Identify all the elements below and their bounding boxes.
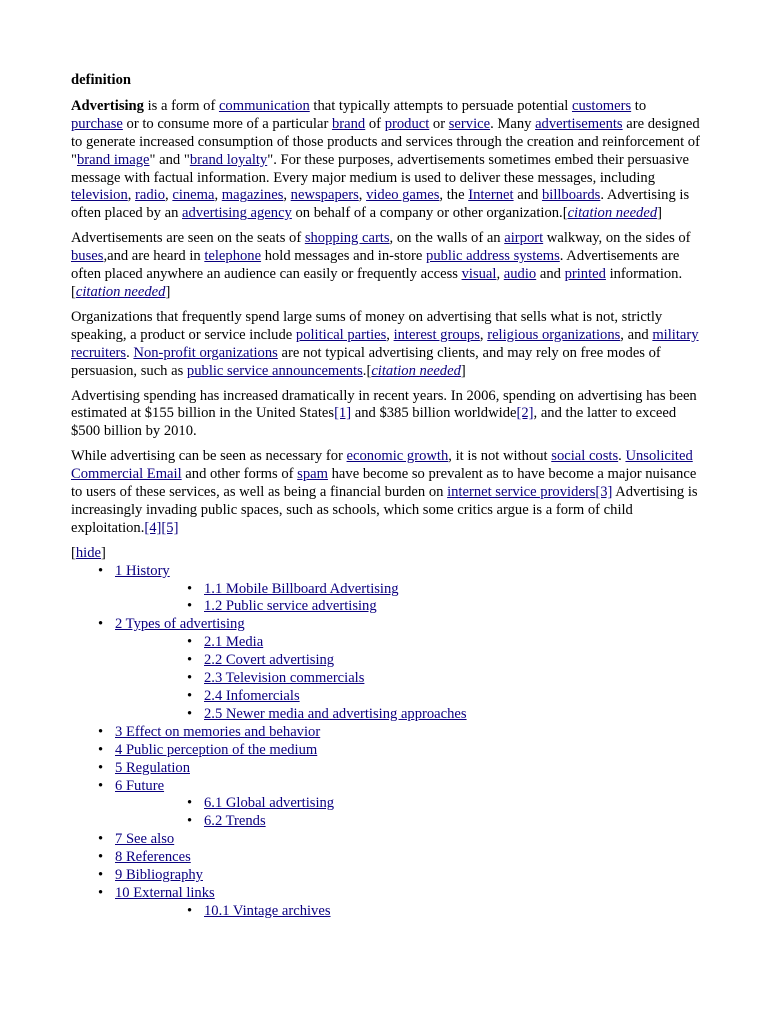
article-link[interactable]: purchase <box>71 115 123 132</box>
toc-link[interactable]: 8 References <box>115 849 191 866</box>
table-of-contents <box>71 545 701 921</box>
toc-subitem <box>115 652 701 670</box>
paragraph <box>71 388 701 442</box>
toc-subitem <box>115 813 701 831</box>
article-link[interactable]: social costs <box>551 448 619 465</box>
toc-sublink[interactable]: 2.2 Covert advertising <box>204 652 335 669</box>
article-link[interactable]: public service announcements <box>186 362 363 379</box>
toc-sublink[interactable]: 2.1 Media <box>204 634 264 651</box>
toc-sublist <box>115 634 701 724</box>
text-run: ] <box>657 205 662 222</box>
article-link[interactable]: billboards <box>541 187 601 204</box>
article-link[interactable]: television <box>71 187 128 204</box>
article-link[interactable]: brand image <box>76 151 150 168</box>
article-link[interactable]: [5] <box>161 519 179 536</box>
text-run: , <box>496 266 504 283</box>
article-link[interactable]: Non-profit organizations <box>133 344 278 361</box>
toc-hide-toggle <box>71 545 701 563</box>
text-run: , the <box>439 187 469 204</box>
toc-hide-open: [ <box>71 544 76 561</box>
text-run: ] <box>460 362 466 379</box>
toc-item <box>71 563 701 617</box>
toc-link[interactable]: 4 Public perception of the medium <box>115 741 318 758</box>
text-run: " and " <box>149 151 190 168</box>
text-run: are not typical advertising clients, and may rely on free modes of persuasion, such as <box>71 344 661 379</box>
toc-item <box>71 760 701 778</box>
text-run: hold messages and in-store <box>261 248 427 265</box>
article-link[interactable]: [2] <box>516 405 534 422</box>
article-link[interactable]: Internet <box>468 187 514 204</box>
toc-sublink[interactable]: 6.1 Global advertising <box>204 795 335 812</box>
toc-sublink[interactable]: 2.3 Television commercials <box>204 670 365 687</box>
text-run: have become so prevalent as to have become a major nuisance to users of these services, as well as being a financial burden on <box>71 466 697 501</box>
text-run: , <box>386 326 394 343</box>
text-run: on behalf of a company or other organization.[ <box>291 205 568 222</box>
article-paragraphs <box>71 98 701 538</box>
toc-link[interactable]: 5 Regulation <box>115 759 190 776</box>
toc-link[interactable]: 10 External links <box>115 884 215 901</box>
toc-list <box>71 563 701 921</box>
text-run: that typically attempts to persuade potential <box>309 97 572 114</box>
text-run: , and the latter to exceed $500 billion by 2010. <box>71 405 677 440</box>
text-run: , <box>127 187 136 204</box>
article-link[interactable]: brand <box>331 115 366 132</box>
article-link[interactable]: customers <box>571 97 632 114</box>
article-link[interactable]: spam <box>297 466 328 483</box>
toc-subitem <box>115 634 701 652</box>
text-run: , <box>283 187 291 204</box>
text-run: . <box>618 448 626 465</box>
article-link[interactable]: telephone <box>204 248 262 265</box>
text-run: and <box>536 266 565 283</box>
text-run: . <box>126 344 134 361</box>
paragraph <box>71 98 701 223</box>
toc-sublink[interactable]: 2.4 Infomercials <box>204 688 300 704</box>
toc-sublink[interactable]: 6.2 Trends <box>204 813 266 830</box>
toc-hide-link[interactable]: hide <box>75 544 102 561</box>
toc-subitem <box>115 903 701 921</box>
article-link[interactable]: public address systems <box>426 248 560 265</box>
text-run: Organizations that frequently spend large sums of money on advertising that sells what is not, strictly speaking, a product or service include <box>71 308 663 343</box>
article-link[interactable]: printed <box>564 266 606 283</box>
text-run: or <box>429 115 449 132</box>
article-link[interactable]: military recruiters <box>71 326 699 361</box>
text-run: , <box>479 326 488 343</box>
text-run: and other forms of <box>181 466 298 483</box>
text-run: . Advertising is often placed by an <box>71 187 690 222</box>
text-run: ". For these purposes, advertisements sometimes embed their persuasive message with factual information. Every major medium is used to deliver these messages, including <box>71 151 690 186</box>
text-run: , and <box>620 326 653 343</box>
text-run: or to consume more of a particular <box>122 115 332 132</box>
article-body <box>71 72 701 921</box>
text-run: are designed to generate increased consumption of those products and services through the creation and reinforcement of " <box>71 115 700 168</box>
paragraph <box>71 448 701 538</box>
article-link[interactable]: brand loyalty <box>189 151 268 168</box>
toc-subitem <box>115 581 701 599</box>
article-link[interactable]: cinema <box>172 187 215 204</box>
article-link[interactable]: [4] <box>144 519 162 536</box>
toc-item <box>71 867 701 885</box>
toc-sublink[interactable]: 1.2 Public service advertising <box>204 598 377 615</box>
text-run: and <box>513 187 542 204</box>
article-link[interactable]: audio <box>503 266 537 283</box>
article-link[interactable]: shopping carts <box>304 230 390 247</box>
toc-link[interactable]: 2 Types of advertising <box>115 616 245 633</box>
text-run: , <box>165 187 173 204</box>
toc-item <box>71 778 701 832</box>
text-run: ] <box>165 283 171 300</box>
toc-item <box>71 849 701 867</box>
text-run: Advertising is increasingly invading public spaces, such as schools, which some critics argue is a form of child exploitation. <box>71 484 698 536</box>
text-run: , <box>358 187 367 204</box>
article-link[interactable]: visual <box>461 266 497 283</box>
article-link[interactable]: advertising agency <box>182 205 292 222</box>
article-link[interactable]: radio <box>135 187 166 204</box>
article-link[interactable]: newspapers <box>290 187 359 204</box>
toc-sublink[interactable]: 10.1 Vintage archives <box>204 902 331 919</box>
toc-sublink[interactable]: 1.1 Mobile Billboard Advertising <box>204 580 399 597</box>
toc-item <box>71 831 701 849</box>
article-link[interactable]: magazines <box>221 187 284 204</box>
text-run: to <box>631 97 647 114</box>
article-link[interactable]: buses <box>71 248 104 265</box>
text-run: , <box>214 187 222 204</box>
text-run: While advertising can be seen as necessary for <box>71 448 347 465</box>
article-link[interactable]: political parties <box>295 326 387 343</box>
text-run: Advertisements are seen on the seats of <box>71 230 305 247</box>
toc-subitem <box>115 706 701 724</box>
toc-link[interactable]: 9 Bibliography <box>115 867 203 884</box>
text-run: .[ <box>362 362 372 379</box>
toc-sublist <box>115 795 701 831</box>
text-run: information.[ <box>71 266 683 300</box>
bold-term: Advertising <box>71 97 144 114</box>
text-run: is a form of <box>143 97 219 114</box>
toc-item <box>71 724 701 742</box>
toc-subitem <box>115 688 701 706</box>
toc-hide-close: ] <box>101 544 106 561</box>
citation-needed-link[interactable]: citation needed <box>75 283 166 300</box>
article-link[interactable]: religious organizations <box>487 326 621 343</box>
toc-subitem <box>115 670 701 688</box>
toc-sublist <box>115 903 701 921</box>
toc-sublink[interactable]: 2.5 Newer media and advertising approaches <box>204 705 467 722</box>
toc-link[interactable]: 7 See also <box>115 831 175 848</box>
citation-needed-link[interactable]: citation needed <box>371 362 461 379</box>
text-run: walkway, on the sides of <box>543 230 691 247</box>
text-run: , on the walls of an <box>389 230 505 247</box>
text-run: and $385 billion worldwide <box>351 405 517 422</box>
article-link[interactable]: [1] <box>334 405 352 422</box>
toc-item <box>71 742 701 760</box>
text-run: of <box>365 115 385 132</box>
text-run: , it is not without <box>448 448 552 465</box>
toc-subitem <box>115 598 701 616</box>
article-link[interactable]: airport <box>504 230 544 247</box>
article-link[interactable]: Unsolicited Commercial Email <box>71 448 693 483</box>
toc-item <box>71 616 701 723</box>
toc-link[interactable]: 1 History <box>115 562 170 579</box>
text-run: ,and are heard in <box>103 248 205 265</box>
toc-link[interactable]: 3 Effect on memories and behavior <box>115 723 321 740</box>
article-link[interactable]: economic growth <box>346 448 449 465</box>
toc-sublist <box>115 581 701 617</box>
article-link[interactable]: advertisements <box>535 115 623 132</box>
citation-needed-link[interactable]: citation needed <box>567 205 658 222</box>
text-run: Advertising spending has increased dramatically in recent years. In 2006, spending on advertising has been estimated at $155 billion in the United States <box>71 387 697 422</box>
article-link[interactable]: interest groups <box>393 326 480 343</box>
toc-link[interactable]: 6 Future <box>115 777 165 794</box>
definition-heading: definition <box>71 72 132 88</box>
article-link[interactable]: internet service providers <box>447 484 596 501</box>
toc-subitem <box>115 795 701 813</box>
article-link[interactable]: [3] <box>595 484 613 501</box>
text-run: . Advertisements are often placed anywhere an audience can easily or frequently access <box>71 248 680 283</box>
article-link[interactable]: communication <box>218 97 310 114</box>
article-link[interactable]: product <box>384 115 430 132</box>
article-link[interactable]: video games <box>366 187 440 204</box>
paragraph <box>71 230 701 302</box>
toc-item <box>71 885 701 921</box>
article-link[interactable]: service <box>448 115 491 132</box>
paragraph <box>71 309 701 381</box>
text-run: . Many <box>490 115 536 132</box>
